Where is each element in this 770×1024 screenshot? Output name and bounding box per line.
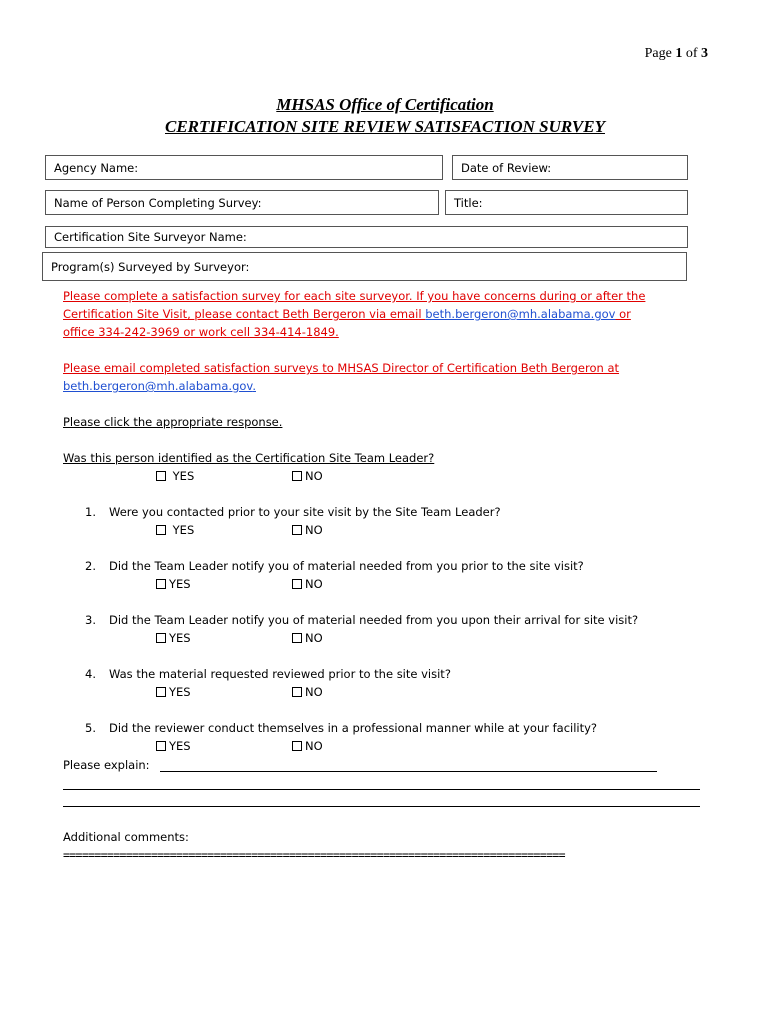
question-3: 3. Did the Team Leader notify you of material needed from you upon their arrival for site visit? — [85, 613, 639, 627]
explain-label: Please explain: — [63, 758, 150, 772]
q5-no-option[interactable]: NO — [292, 739, 323, 753]
title-field[interactable]: Title: — [445, 190, 688, 215]
instruction-paragraph: Please complete a satisfaction survey for each site surveyor. If you have concerns during or after the Certification Site Visit, please contact Beth Bergeron via email beth.bergeron@mh.alabama.gov or office 334-242-3969 or work cell 334-414-1849. — [63, 289, 646, 339]
explain-input-line-1[interactable] — [160, 771, 657, 772]
checkbox-icon[interactable] — [292, 579, 302, 589]
checkbox-icon[interactable] — [156, 579, 166, 589]
email-instruction: Please email completed satisfaction surveys to MHSAS Director of Certification Beth Bergeron at beth.bergeron@mh.alabama.gov. — [63, 361, 620, 393]
agency-name-field[interactable]: Agency Name: — [45, 155, 443, 180]
q2-yes-option[interactable]: YES — [156, 577, 191, 591]
checkbox-icon[interactable] — [156, 471, 166, 481]
q4-no-option[interactable]: NO — [292, 685, 323, 699]
q5-yes-option[interactable]: YES — [156, 739, 191, 753]
checkbox-icon[interactable] — [292, 741, 302, 751]
question-4: 4. Was the material requested reviewed prior to the site visit? — [85, 667, 451, 681]
explain-input-line-2[interactable] — [63, 789, 700, 790]
checkbox-icon[interactable] — [156, 525, 166, 535]
checkbox-icon[interactable] — [156, 687, 166, 697]
email-link-2[interactable]: beth.bergeron@mh.alabama.gov — [63, 379, 253, 393]
explain-input-line-3[interactable] — [63, 806, 700, 807]
additional-comments-label: Additional comments: — [63, 830, 189, 844]
date-of-review-field[interactable]: Date of Review: — [452, 155, 688, 180]
click-instruction: Please click the appropriate response. — [63, 415, 283, 429]
surveyor-name-field[interactable]: Certification Site Surveyor Name: — [45, 226, 688, 248]
q3-no-option[interactable]: NO — [292, 631, 323, 645]
document-subtitle: CERTIFICATION SITE REVIEW SATISFACTION SURVEY — [165, 117, 605, 136]
checkbox-icon[interactable] — [156, 633, 166, 643]
question-1: 1. Were you contacted prior to your site visit by the Site Team Leader? — [85, 505, 501, 519]
document-title: MHSAS Office of Certification — [276, 95, 494, 114]
q4-yes-option[interactable]: YES — [156, 685, 191, 699]
lead-no-option[interactable]: NO — [292, 469, 323, 483]
q1-no-option[interactable]: NO — [292, 523, 323, 537]
checkbox-icon[interactable] — [156, 741, 166, 751]
checkbox-icon[interactable] — [292, 687, 302, 697]
person-completing-field[interactable]: Name of Person Completing Survey: — [45, 190, 439, 215]
comments-separator: ================================================================================ — [63, 848, 565, 862]
checkbox-icon[interactable] — [292, 633, 302, 643]
q2-no-option[interactable]: NO — [292, 577, 323, 591]
email-link[interactable]: beth.bergeron@mh.alabama.gov — [425, 307, 616, 321]
checkbox-icon[interactable] — [292, 525, 302, 535]
question-2: 2. Did the Team Leader notify you of material needed from you prior to the site visit? — [85, 559, 584, 573]
question-5: 5. Did the reviewer conduct themselves in a professional manner while at your facility? — [85, 721, 598, 735]
lead-yes-option[interactable]: YES — [156, 469, 194, 483]
q1-yes-option[interactable]: YES — [156, 523, 194, 537]
q3-yes-option[interactable]: YES — [156, 631, 191, 645]
checkbox-icon[interactable] — [292, 471, 302, 481]
page-number: Page 1 of 3 — [644, 46, 708, 61]
lead-question: Was this person identified as the Certification Site Team Leader? — [63, 451, 435, 465]
programs-surveyed-field[interactable]: Program(s) Surveyed by Surveyor: — [42, 252, 687, 281]
